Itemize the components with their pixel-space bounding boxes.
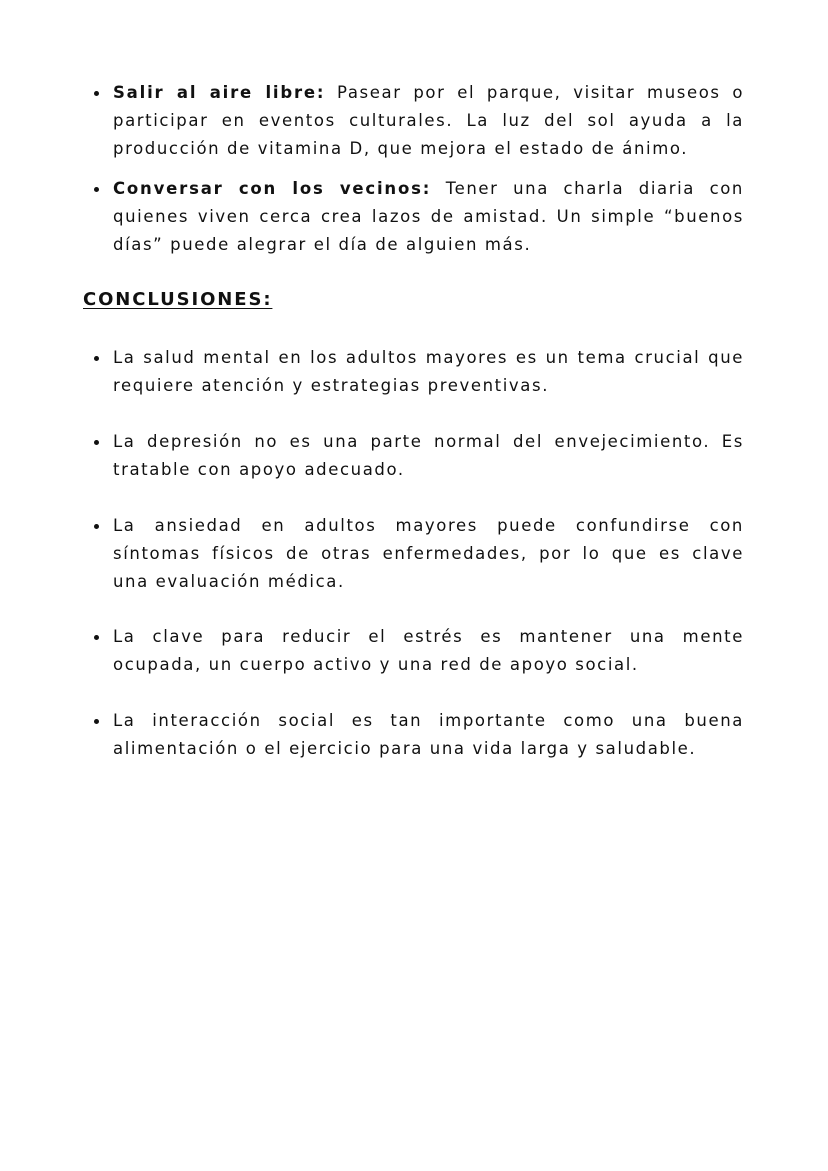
activities-list-2 bbox=[94, 175, 744, 259]
item-text: Tener una charla diaria con quienes viven cerca crea lazos de amistad. Un simple “buenos días” puede alegrar el día de alguien más. bbox=[113, 179, 744, 254]
list-item-neighbors bbox=[94, 175, 744, 259]
conclusion-item-3 bbox=[94, 512, 744, 596]
bullet-icon bbox=[94, 635, 99, 640]
item-title: Salir al aire libre: bbox=[113, 83, 326, 102]
bullet-icon bbox=[94, 356, 99, 361]
item-text: La ansiedad en adultos mayores puede confundirse con síntomas físicos de otras enfermedades, por lo que es clave una evaluación médica. bbox=[113, 516, 744, 591]
item-text: Pasear por el parque, visitar museos o participar en eventos culturales. La luz del sol ayuda a la producción de vitamina D, que mejora el estado de ánimo. bbox=[113, 83, 745, 158]
bullet-icon bbox=[94, 91, 99, 96]
list-item-outdoors bbox=[94, 79, 744, 163]
conclusion-item-5 bbox=[94, 707, 744, 763]
bullet-icon bbox=[94, 524, 99, 529]
item-text: La interacción social es tan importante como una buena alimentación o el ejercicio para una vida larga y saludable. bbox=[113, 711, 744, 758]
bullet-icon bbox=[94, 440, 99, 445]
list-item bbox=[94, 707, 744, 763]
list-item bbox=[94, 623, 744, 679]
list-item bbox=[94, 428, 744, 484]
item-text: La depresión no es una parte normal del envejecimiento. Es tratable con apoyo adecuado. bbox=[113, 432, 744, 479]
bullet-icon bbox=[94, 187, 99, 192]
item-text: La clave para reducir el estrés es mantener una mente ocupada, un cuerpo activo y una red de apoyo social. bbox=[113, 627, 744, 674]
item-text: La salud mental en los adultos mayores es un tema crucial que requiere atención y estrategias preventivas. bbox=[113, 348, 744, 395]
item-title: Conversar con los vecinos: bbox=[113, 179, 432, 198]
conclusion-item-4 bbox=[94, 623, 744, 679]
list-item bbox=[94, 344, 744, 400]
activities-list bbox=[94, 79, 744, 163]
conclusion-item-1 bbox=[94, 344, 744, 400]
conclusion-item-2 bbox=[94, 428, 744, 484]
list-item bbox=[94, 512, 744, 596]
bullet-icon bbox=[94, 719, 99, 724]
conclusions-heading: CONCLUSIONES: bbox=[83, 289, 273, 310]
